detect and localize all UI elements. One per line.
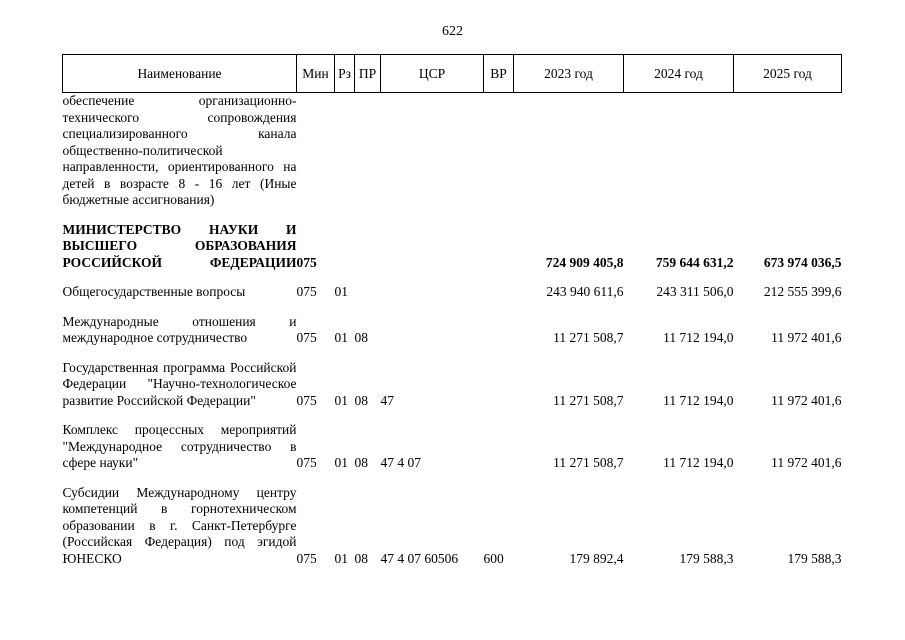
row-value-2023 xyxy=(514,93,624,209)
row-value-2025: 673 974 036,5 xyxy=(763,254,842,270)
row-spacer xyxy=(63,347,842,360)
row-value-2025 xyxy=(734,93,842,209)
row-value-2024 xyxy=(624,93,734,209)
table-row xyxy=(63,222,842,272)
row-vr xyxy=(484,314,514,347)
budget-table xyxy=(62,54,842,567)
table-row xyxy=(63,422,842,472)
row-rz: 01 xyxy=(334,330,348,345)
row-rz xyxy=(335,222,355,272)
table-row xyxy=(63,360,842,410)
row-name: Комплекс процессных мероприятий "Международное сотрудничество в сфере науки" xyxy=(62,422,297,470)
row-value-2023: 243 940 611,6 xyxy=(546,284,624,299)
row-min: 075 xyxy=(296,330,317,345)
row-spacer xyxy=(63,271,842,284)
row-min: 075 xyxy=(296,254,317,270)
row-pr: 08 xyxy=(354,455,368,470)
row-value-2024: 11 712 194,0 xyxy=(663,330,734,345)
row-pr xyxy=(355,93,381,209)
row-vr xyxy=(484,222,514,272)
row-value-2023: 11 271 508,7 xyxy=(553,330,624,345)
row-rz: 01 xyxy=(334,392,348,408)
col-header-pr: ПР xyxy=(355,55,381,93)
row-value-2024: 11 712 194,0 xyxy=(663,455,734,470)
row-rz: 01 xyxy=(334,455,348,470)
row-csr: 47 4 07 xyxy=(380,455,421,470)
row-spacer xyxy=(63,472,842,485)
row-name: обеспечение организационно-технического сопровождения специализированного канала общественно-политической направленности, ориентированного на детей в возрасте 8 - 16 лет (Иные бюджетные ассигнования) xyxy=(62,93,297,207)
table-header xyxy=(63,55,842,93)
col-header-name: Наименование xyxy=(63,55,297,93)
row-value-2025: 11 972 401,6 xyxy=(771,330,842,345)
table-row xyxy=(63,485,842,568)
row-rz: 01 xyxy=(334,550,348,566)
row-vr xyxy=(484,422,514,472)
row-min: 075 xyxy=(296,550,317,566)
table-row xyxy=(63,284,842,301)
row-name: Международные отношения и международное сотрудничество xyxy=(62,313,297,345)
row-pr: 08 xyxy=(354,550,368,566)
col-header-2024: 2024 год xyxy=(624,55,734,93)
row-min: 075 xyxy=(296,392,317,408)
row-pr: 08 xyxy=(354,392,368,408)
row-value-2024: 11 712 194,0 xyxy=(663,392,734,408)
row-value-2025: 179 588,3 xyxy=(787,550,842,566)
row-value-2024: 243 311 506,0 xyxy=(656,284,734,299)
row-value-2025: 11 972 401,6 xyxy=(771,392,842,408)
row-name: Субсидии Международному центру компетенций в горнотехническом образовании в г. Санкт-Петербурге (Российская Федерация) под эгидой ЮНЕСКО xyxy=(62,484,297,566)
row-name: Государственная программа Российской Федерации "Научно-технологическое развитие Российской Федерации" xyxy=(62,359,297,408)
row-rz: 01 xyxy=(334,284,348,299)
col-header-2025: 2025 год xyxy=(734,55,842,93)
row-pr xyxy=(355,222,381,272)
row-min: 075 xyxy=(296,455,317,470)
row-name: МИНИСТЕРСТВО НАУКИ И ВЫСШЕГО ОБРАЗОВАНИЯ РОССИЙСКОЙ ФЕДЕРАЦИИ xyxy=(62,221,297,270)
row-value-2023: 11 271 508,7 xyxy=(553,392,624,408)
row-csr xyxy=(381,93,484,209)
row-min xyxy=(297,93,335,209)
row-value-2023: 11 271 508,7 xyxy=(553,455,624,470)
row-min: 075 xyxy=(296,284,317,299)
row-value-2023: 724 909 405,8 xyxy=(545,254,624,270)
row-csr xyxy=(381,222,484,272)
row-value-2025: 212 555 399,6 xyxy=(763,284,842,299)
col-header-2023: 2023 год xyxy=(514,55,624,93)
row-csr: 47 4 07 60506 xyxy=(380,550,459,566)
row-rz xyxy=(335,93,355,209)
row-pr xyxy=(355,284,381,301)
row-value-2024: 759 644 631,2 xyxy=(655,254,734,270)
col-header-vr: ВР xyxy=(484,55,514,93)
row-vr xyxy=(484,93,514,209)
row-spacer xyxy=(63,301,842,314)
row-value-2024: 179 588,3 xyxy=(679,550,734,566)
row-spacer xyxy=(63,209,842,222)
row-vr: 600 xyxy=(483,550,504,566)
row-value-2025: 11 972 401,6 xyxy=(771,455,842,470)
row-value-2023: 179 892,4 xyxy=(569,550,624,566)
row-pr: 08 xyxy=(354,330,368,345)
table-row xyxy=(63,314,842,347)
row-vr xyxy=(484,284,514,301)
page-number: 622 xyxy=(442,24,463,39)
row-csr: 47 xyxy=(380,392,394,408)
row-csr xyxy=(381,314,484,347)
row-spacer xyxy=(63,409,842,422)
table-row xyxy=(63,93,842,209)
col-header-csr: ЦСР xyxy=(381,55,484,93)
row-name: Общегосударственные вопросы xyxy=(62,284,246,299)
col-header-rz: Рз xyxy=(335,55,355,93)
row-csr xyxy=(381,284,484,301)
col-header-min: Мин xyxy=(297,55,335,93)
row-vr xyxy=(484,360,514,410)
